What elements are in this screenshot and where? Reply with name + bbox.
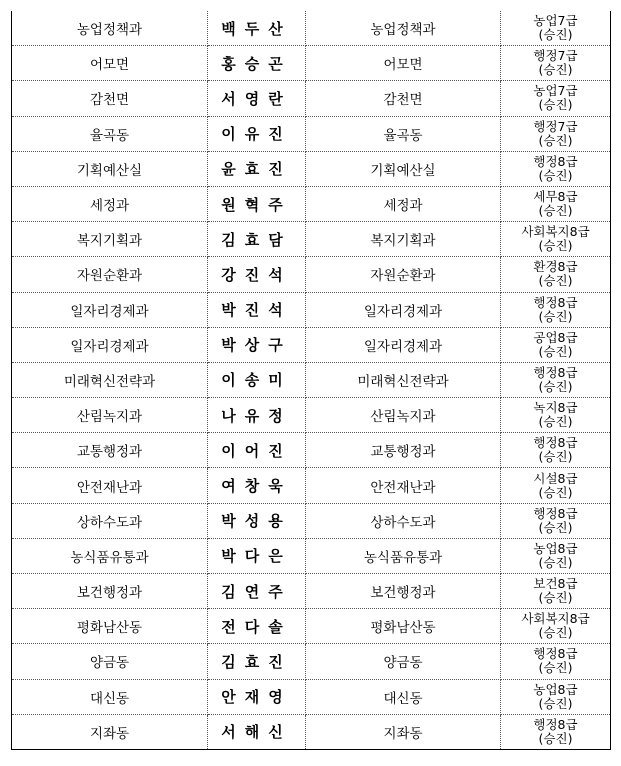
rank-title: 행정8급: [533, 294, 578, 310]
table-row: [12, 116, 611, 151]
current-department-cell: 평화남산동: [12, 609, 208, 644]
rank-title: 시설8급: [533, 470, 578, 486]
assigned-department-cell: 산림녹지과: [306, 398, 501, 433]
rank-title: 농업7급: [533, 13, 578, 29]
table-row: [12, 11, 611, 46]
table-row: [12, 327, 611, 362]
employee-name-cell: 서영란: [208, 81, 306, 116]
table-row: [12, 468, 611, 503]
employee-name-cell: 박상구: [208, 327, 306, 362]
promotion-label: (승진): [538, 97, 573, 113]
current-department-cell: 율곡동: [12, 116, 208, 151]
promotion-label: (승진): [538, 625, 573, 641]
assigned-department-cell: 미래혁신전략과: [306, 362, 501, 397]
rank-cell: [501, 116, 611, 151]
employee-name-cell: 홍승곤: [208, 46, 306, 81]
rank-cell: [501, 292, 611, 327]
current-department-cell: 어모면: [12, 46, 208, 81]
promotion-label: (승진): [538, 519, 573, 535]
employee-name-cell: 박다은: [208, 538, 306, 573]
assigned-department-cell: 세정과: [306, 186, 501, 221]
promotion-label: (승진): [538, 132, 573, 148]
current-department-cell: 양금동: [12, 644, 208, 679]
employee-name-cell: 박성용: [208, 503, 306, 538]
current-department-cell: 농식품유통과: [12, 538, 208, 573]
promotion-label: (승진): [538, 695, 573, 711]
promotion-label: (승진): [538, 203, 573, 219]
rank-title: 행정8급: [533, 435, 578, 451]
assigned-department-cell: 농식품유통과: [306, 538, 501, 573]
table-row: [12, 609, 611, 644]
rank-cell: [501, 327, 611, 362]
assigned-department-cell: 일자리경제과: [306, 327, 501, 362]
current-department-cell: 산림녹지과: [12, 398, 208, 433]
rank-cell: [501, 362, 611, 397]
assigned-department-cell: 안전재난과: [306, 468, 501, 503]
promotion-label: (승진): [538, 343, 573, 359]
table-row: [12, 433, 611, 468]
promotion-label: (승진): [538, 238, 573, 254]
rank-cell: [501, 81, 611, 116]
assigned-department-cell: 일자리경제과: [306, 292, 501, 327]
employee-name-cell: 강진석: [208, 257, 306, 292]
rank-cell: [501, 538, 611, 573]
table-row: [12, 503, 611, 538]
table-row: [12, 186, 611, 221]
table-row: [12, 362, 611, 397]
employee-name-cell: 윤효진: [208, 151, 306, 186]
employee-name-cell: 김연주: [208, 574, 306, 609]
current-department-cell: 일자리경제과: [12, 327, 208, 362]
rank-title: 보건8급: [533, 576, 578, 592]
rank-cell: [501, 46, 611, 81]
current-department-cell: 복지기획과: [12, 222, 208, 257]
promotion-label: (승진): [538, 449, 573, 465]
assigned-department-cell: 보건행정과: [306, 574, 501, 609]
table-row: [12, 574, 611, 609]
rank-cell: [501, 398, 611, 433]
employee-name-cell: 전다솔: [208, 609, 306, 644]
rank-cell: [501, 679, 611, 714]
rank-title: 행정8급: [533, 646, 578, 662]
rank-title: 행정8급: [533, 716, 578, 732]
current-department-cell: 세정과: [12, 186, 208, 221]
current-department-cell: 감천면: [12, 81, 208, 116]
table-row: [12, 398, 611, 433]
rank-cell: [501, 151, 611, 186]
current-department-cell: 일자리경제과: [12, 292, 208, 327]
rank-cell: [501, 257, 611, 292]
assigned-department-cell: 교통행정과: [306, 433, 501, 468]
assigned-department-cell: 자원순환과: [306, 257, 501, 292]
table-row: [12, 151, 611, 186]
current-department-cell: 농업정책과: [12, 11, 208, 46]
employee-name-cell: 김효진: [208, 644, 306, 679]
current-department-cell: 대신동: [12, 679, 208, 714]
rank-title: 행정7급: [533, 48, 578, 64]
table-row: [12, 679, 611, 714]
assigned-department-cell: 상하수도과: [306, 503, 501, 538]
personnel-roster-table: [11, 11, 611, 750]
table-row: [12, 222, 611, 257]
rank-cell: [501, 609, 611, 644]
promotion-label: (승진): [538, 730, 573, 746]
employee-name-cell: 이송미: [208, 362, 306, 397]
promotion-label: (승진): [538, 660, 573, 676]
employee-name-cell: 김효담: [208, 222, 306, 257]
promotion-label: (승진): [538, 27, 573, 43]
promotion-label: (승진): [538, 378, 573, 394]
employee-name-cell: 이어진: [208, 433, 306, 468]
rank-title: 녹지8급: [533, 400, 578, 416]
promotion-label: (승진): [538, 484, 573, 500]
promotion-label: (승진): [538, 62, 573, 78]
rank-title: 환경8급: [533, 259, 578, 275]
rank-cell: [501, 186, 611, 221]
employee-name-cell: 안재영: [208, 679, 306, 714]
promotion-label: (승진): [538, 590, 573, 606]
assigned-department-cell: 어모면: [306, 46, 501, 81]
assigned-department-cell: 복지기획과: [306, 222, 501, 257]
promotion-label: (승진): [538, 273, 573, 289]
rank-cell: [501, 433, 611, 468]
assigned-department-cell: 기획예산실: [306, 151, 501, 186]
current-department-cell: 기획예산실: [12, 151, 208, 186]
assigned-department-cell: 평화남산동: [306, 609, 501, 644]
rank-title: 사회복지8급: [521, 611, 590, 627]
rank-title: 행정7급: [533, 118, 578, 134]
employee-name-cell: 서해신: [208, 714, 306, 749]
table-row: [12, 714, 611, 749]
rank-cell: [501, 468, 611, 503]
rank-cell: [501, 11, 611, 46]
assigned-department-cell: 농업정책과: [306, 11, 501, 46]
rank-cell: [501, 574, 611, 609]
rank-title: 사회복지8급: [521, 224, 590, 240]
promotion-label: (승진): [538, 308, 573, 324]
table-row: [12, 46, 611, 81]
promotion-label: (승진): [538, 414, 573, 430]
rank-title: 세무8급: [533, 189, 578, 205]
personnel-roster-sheet: [11, 11, 610, 750]
current-department-cell: 상하수도과: [12, 503, 208, 538]
table-row: [12, 81, 611, 116]
current-department-cell: 안전재난과: [12, 468, 208, 503]
employee-name-cell: 백두산: [208, 11, 306, 46]
rank-cell: [501, 222, 611, 257]
employee-name-cell: 나유정: [208, 398, 306, 433]
employee-name-cell: 이유진: [208, 116, 306, 151]
rank-title: 행정8급: [533, 153, 578, 169]
assigned-department-cell: 율곡동: [306, 116, 501, 151]
employee-name-cell: 박진석: [208, 292, 306, 327]
current-department-cell: 교통행정과: [12, 433, 208, 468]
employee-name-cell: 원혁주: [208, 186, 306, 221]
rank-title: 농업8급: [533, 681, 578, 697]
assigned-department-cell: 감천면: [306, 81, 501, 116]
rank-cell: [501, 714, 611, 749]
rank-title: 농업7급: [533, 83, 578, 99]
rank-title: 농업8급: [533, 540, 578, 556]
employee-name-cell: 여창욱: [208, 468, 306, 503]
rank-title: 행정8급: [533, 505, 578, 521]
rank-title: 행정8급: [533, 364, 578, 380]
current-department-cell: 미래혁신전략과: [12, 362, 208, 397]
assigned-department-cell: 양금동: [306, 644, 501, 679]
current-department-cell: 자원순환과: [12, 257, 208, 292]
promotion-label: (승진): [538, 554, 573, 570]
table-row: [12, 644, 611, 679]
rank-cell: [501, 644, 611, 679]
rank-title: 공업8급: [533, 329, 578, 345]
table-row: [12, 292, 611, 327]
table-row: [12, 538, 611, 573]
rank-cell: [501, 503, 611, 538]
assigned-department-cell: 대신동: [306, 679, 501, 714]
assigned-department-cell: 지좌동: [306, 714, 501, 749]
roster-body: [12, 11, 611, 749]
current-department-cell: 보건행정과: [12, 574, 208, 609]
table-row: [12, 257, 611, 292]
current-department-cell: 지좌동: [12, 714, 208, 749]
promotion-label: (승진): [538, 167, 573, 183]
